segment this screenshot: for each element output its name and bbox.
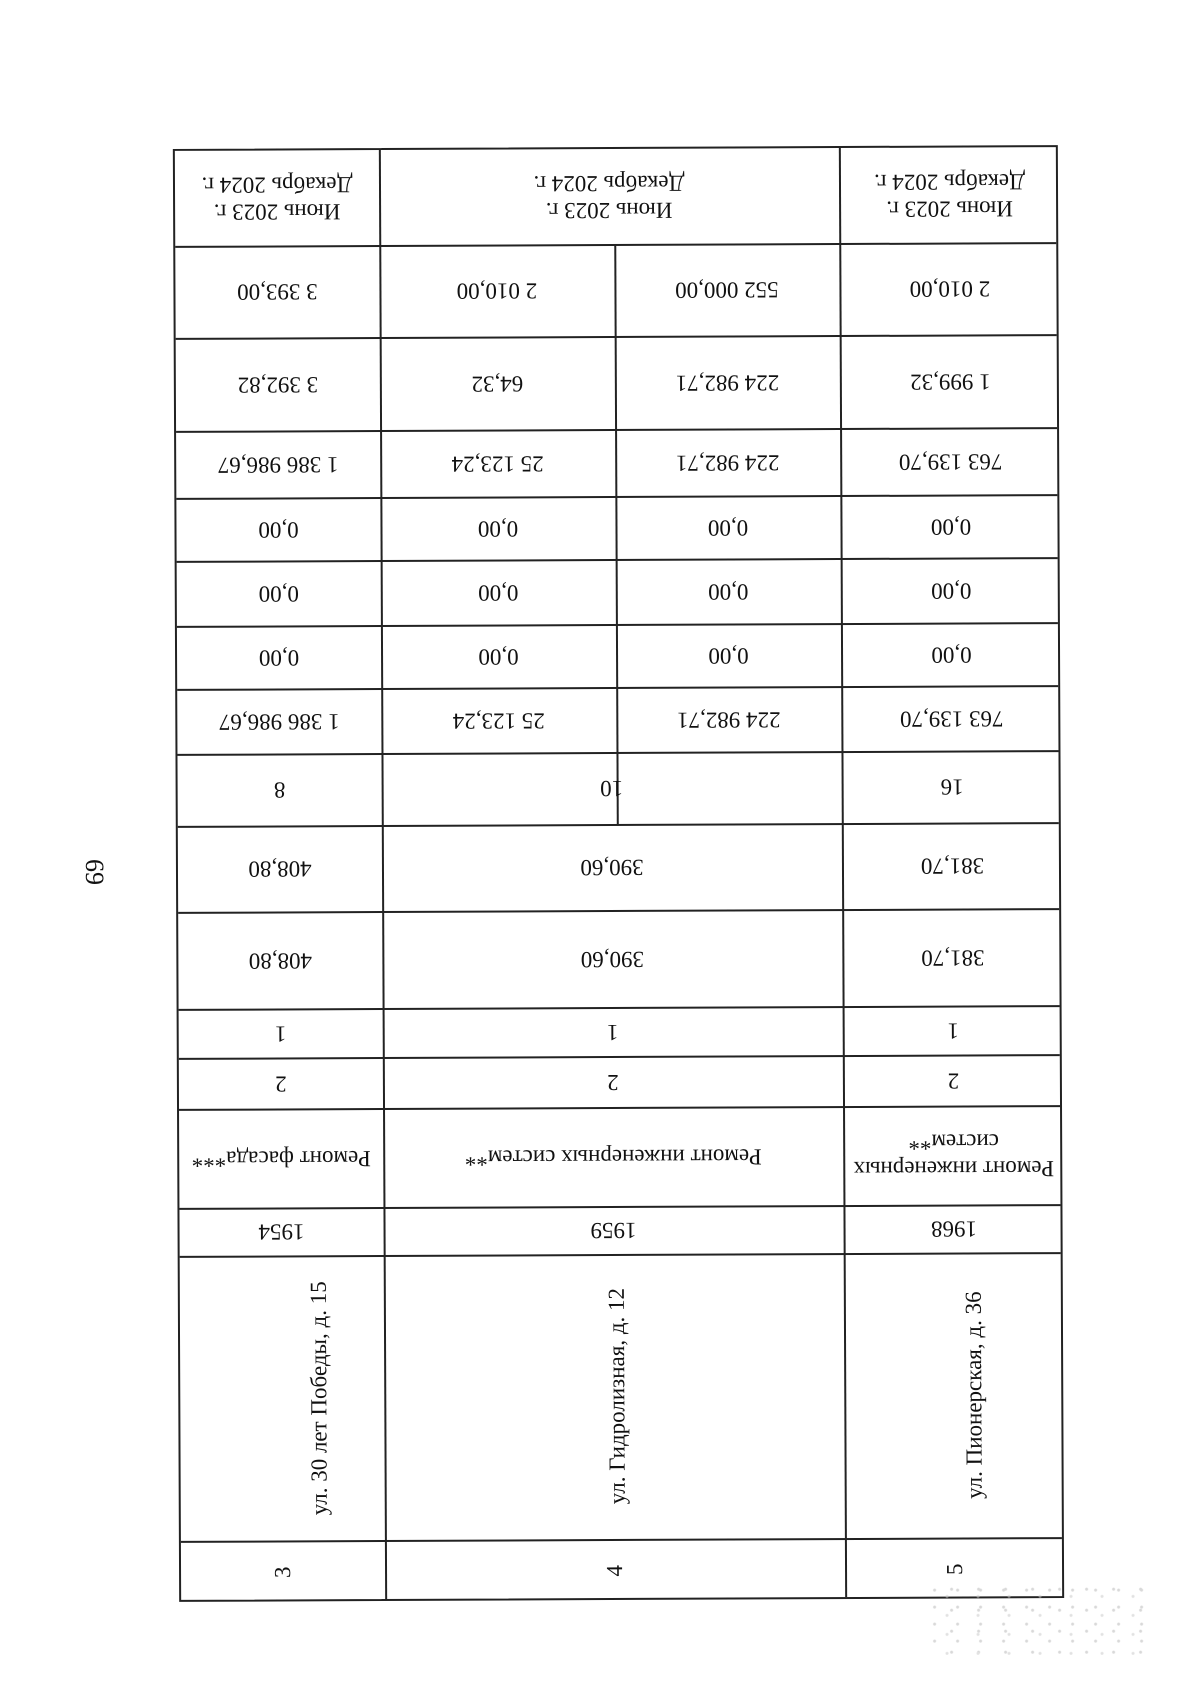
col4a-value-b: 0,00: [478, 644, 519, 670]
col3-area2: 408,80: [248, 948, 313, 974]
col4-count: 10: [600, 776, 624, 802]
col3-address: ул. 30 лет Победы, д. 15: [305, 1280, 332, 1515]
col4b-value-g: 552 000,00: [675, 277, 779, 303]
col4a-value-a: 25 123,24: [452, 708, 545, 734]
col3-value-f: 3 392,82: [237, 372, 319, 398]
col4b-value-a: 224 982,71: [677, 707, 781, 733]
col5-c1: 1: [947, 1018, 959, 1044]
col5-value-d: 0,00: [930, 514, 972, 540]
col5-area1: 381,70: [920, 853, 985, 879]
col5-year: 1968: [931, 1216, 978, 1242]
rotated-table: [173, 145, 1064, 1602]
col5-value-g: 2 010,00: [909, 276, 991, 302]
col4a-value-e: 25 123,24: [451, 451, 544, 477]
col5-address: ул. Пионерская, д. 36: [960, 1291, 987, 1499]
col4-period: Июнь 2023 г. Декабрь 2024 г.: [533, 171, 685, 224]
col4b-value-b: 0,00: [708, 643, 749, 669]
col5-work-type: Ремонт инженерных систем**: [853, 1129, 1055, 1182]
col4-address: ул. Гидролизная, д. 12: [603, 1288, 630, 1505]
col3-area1: 408,80: [248, 856, 312, 882]
scan-noise: [930, 1585, 1150, 1655]
col3-period: Июнь 2023 г. Декабрь 2024 г.: [201, 172, 353, 225]
col3-value-b: 0,00: [258, 645, 300, 671]
col4-c1: 1: [606, 1019, 619, 1045]
col3-c2: 2: [275, 1071, 287, 1097]
col4b-value-f: 224 982,71: [675, 370, 780, 396]
col3-value-g: 3 393,00: [237, 279, 318, 305]
col5-row-number: 5: [942, 1563, 968, 1575]
col3-value-e: 1 386 986,67: [217, 451, 339, 478]
col3-c1: 1: [274, 1021, 287, 1047]
col5-value-b: 0,00: [931, 642, 972, 668]
col4b-value-d: 0,00: [707, 515, 749, 541]
col5-period: Июнь 2023 г. Декабрь 2024 г.: [873, 169, 1026, 222]
col4-area1: 390,60: [580, 855, 644, 881]
col3-value-a: 1 386 986,67: [218, 708, 340, 735]
col4-row-number: 4: [601, 1564, 627, 1577]
col3-value-d: 0,00: [258, 517, 299, 543]
col4a-value-c: 0,00: [478, 580, 519, 606]
col5-value-c: 0,00: [931, 578, 972, 604]
col4a-value-d: 0,00: [477, 516, 519, 542]
col4b-value-e: 224 982,71: [675, 450, 780, 476]
col4-year: 1959: [590, 1218, 637, 1244]
col5-count: 16: [940, 774, 964, 800]
col3-row-number: 3: [269, 1566, 295, 1578]
col5-value-e: 763 139,70: [898, 449, 1003, 475]
col4a-value-g: 2 010,00: [456, 278, 538, 304]
col5-area2: 381,70: [921, 945, 985, 971]
col4-work-type: Ремонт инженерных систем**: [464, 1144, 762, 1171]
col5-value-f: 1 999,32: [910, 369, 991, 395]
col5-value-a: 763 139,70: [900, 706, 1004, 732]
col4-c2: 2: [607, 1069, 619, 1095]
col3-value-c: 0,00: [258, 581, 299, 607]
page-number: 69: [80, 859, 109, 885]
col5-c2: 2: [947, 1068, 960, 1094]
col3-work-type: Ремонт фасада***: [191, 1145, 371, 1172]
col3-count: 8: [273, 777, 286, 803]
col4a-value-f: 64,32: [471, 371, 524, 397]
col4b-value-c: 0,00: [708, 579, 749, 605]
col3-year: 1954: [258, 1219, 305, 1245]
col4-area2: 390,60: [580, 946, 645, 972]
